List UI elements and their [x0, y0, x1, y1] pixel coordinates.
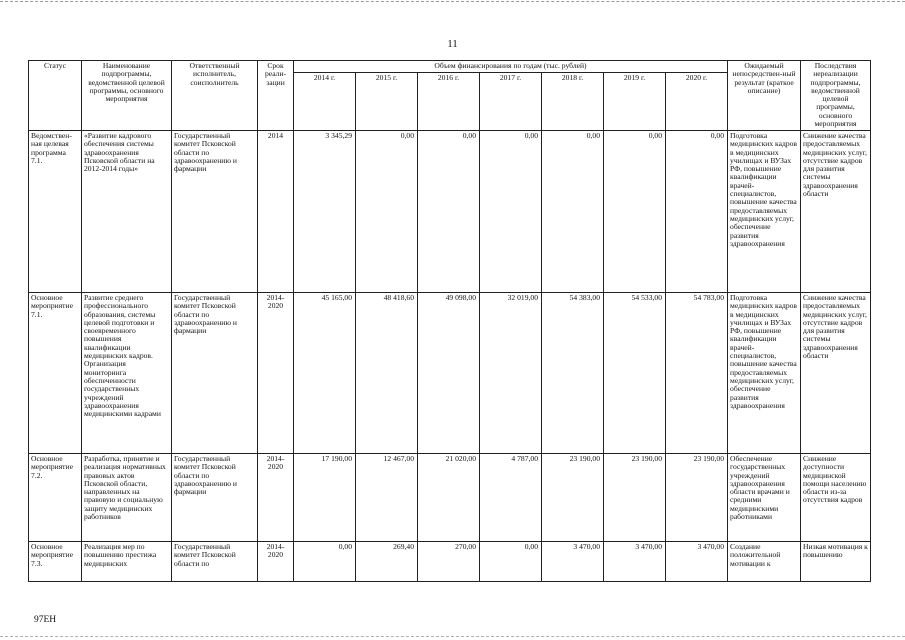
scan-edge-bottom [0, 636, 905, 637]
row-status: Основное мероприятие 7.1. [29, 293, 82, 454]
header-year: 2018 г. [542, 73, 604, 131]
row-term: 2014-2020 [258, 542, 294, 582]
row-term: 2014 [258, 131, 294, 293]
row-value: 0,00 [294, 542, 356, 582]
table-row [29, 454, 871, 542]
row-value: 49 098,00 [418, 293, 480, 454]
row-consequences: Снижение доступности медицинской помощи населению области из-за отсутствия кадров [801, 454, 871, 542]
row-value: 270,00 [418, 542, 480, 582]
row-consequences: Снижение качества предоставляемых медицинских услуг, отсутствие кадров для развития системы здравоохранения области [801, 293, 871, 454]
row-result: Подготовка медицинских кадров в медицинских училищах и ВУЗах РФ, повышение квалификации врачей-специалистов, повышение качества предоставляемых медицинских услуг, обеспечение развития здравоохранения [728, 293, 801, 454]
row-result: Создание положительной мотивации к [728, 542, 801, 582]
header-funding: Объем финансирования по годам (тыс. рублей) [294, 61, 728, 73]
row-result: Обеспечение государственных учреждений здравоохранения области врачами и средними медицинскими работниками [728, 454, 801, 542]
header-year: 2016 г. [418, 73, 480, 131]
row-term: 2014-2020 [258, 454, 294, 542]
row-status: Ведомствен-ная целевая программа 7.1. [29, 131, 82, 293]
row-value: 54 783,00 [666, 293, 728, 454]
table-row [29, 131, 871, 293]
row-value: 17 190,00 [294, 454, 356, 542]
row-value: 54 383,00 [542, 293, 604, 454]
row-responsible: Государственный комитет Псковской области по здравоохранению и фармации [172, 454, 258, 542]
row-value: 3 470,00 [542, 542, 604, 582]
table-row [29, 542, 871, 582]
row-name: Реализация мер по повышению престижа медицинских [82, 542, 172, 582]
row-responsible: Государственный комитет Псковской области по здравоохранению и фармации [172, 131, 258, 293]
header-year: 2015 г. [356, 73, 418, 131]
row-value: 269,40 [356, 542, 418, 582]
row-name: «Развитие кадрового обеспечения системы здравоохранения Псковской области на 2012-2014 годы» [82, 131, 172, 293]
row-value: 21 020,00 [418, 454, 480, 542]
row-name: Развитие среднего профессионального образования, системы целевой подготовки и своевременного повышения квалификации медицинских кадров. Организация мониторинга обеспеченности государственных учреждений здравоохранения медицинскими кадрами [82, 293, 172, 454]
page-cut-area [0, 583, 905, 613]
header-year: 2014 г. [294, 73, 356, 131]
row-value: 32 019,00 [480, 293, 542, 454]
row-value: 0,00 [666, 131, 728, 293]
row-status: Основное мероприятие 7.3. [29, 542, 82, 582]
header-name: Наименование подпрограммы, ведомственной целевой программы, основного мероприятия [82, 61, 172, 131]
row-status: Основное мероприятие 7.2. [29, 454, 82, 542]
header-year: 2020 г. [666, 73, 728, 131]
row-value: 3 345,29 [294, 131, 356, 293]
row-value: 23 190,00 [604, 454, 666, 542]
row-result: Подготовка медицинских кадров в медицинских училищах и ВУЗах РФ, повышение квалификации врачей-специалистов, повышение качества предоставляемых медицинских услуг, обеспечение развития здравоохранения [728, 131, 801, 293]
row-value: 3 470,00 [666, 542, 728, 582]
scan-edge-top [0, 1, 905, 2]
row-value: 0,00 [480, 131, 542, 293]
row-value: 45 165,00 [294, 293, 356, 454]
row-value: 0,00 [356, 131, 418, 293]
header-result: Ожидаемый непосредствен-ный результат (краткое описание) [728, 61, 801, 131]
row-responsible: Государственный комитет Псковской области по [172, 542, 258, 582]
header-year: 2017 г. [480, 73, 542, 131]
row-value: 23 190,00 [666, 454, 728, 542]
row-consequences: Снижение качества предоставляемых медицинских услуг, отсутствие кадров для развития системы здравоохранения области [801, 131, 871, 293]
row-value: 23 190,00 [542, 454, 604, 542]
program-table [28, 60, 871, 582]
page-number: 11 [447, 38, 458, 50]
row-consequences: Низкая мотивация к повышению [801, 542, 871, 582]
row-responsible: Государственный комитет Псковской области по здравоохранению и фармации [172, 293, 258, 454]
header-status: Статус [29, 61, 82, 131]
row-name: Разработка, принятие и реализация нормативных правовых актов Псковской области, направленных на правовую и социальную защиту медицинских работников [82, 454, 172, 542]
row-value: 0,00 [480, 542, 542, 582]
row-value: 12 467,00 [356, 454, 418, 542]
row-value: 0,00 [418, 131, 480, 293]
header-year: 2019 г. [604, 73, 666, 131]
row-term: 2014-2020 [258, 293, 294, 454]
row-value: 0,00 [604, 131, 666, 293]
row-value: 54 533,00 [604, 293, 666, 454]
header-term: Срок реали-зации [258, 61, 294, 131]
row-value: 0,00 [542, 131, 604, 293]
table-row [29, 293, 871, 454]
row-value: 3 470,00 [604, 542, 666, 582]
header-responsible: Ответственный исполнитель, соисполнитель [172, 61, 258, 131]
row-value: 48 418,60 [356, 293, 418, 454]
row-value: 4 787,00 [480, 454, 542, 542]
header-consequences: Последствия нереализации подпрограммы, ведомственной целевой программы, основного мероприятия [801, 61, 871, 131]
footer-code: 97EH [34, 615, 57, 625]
